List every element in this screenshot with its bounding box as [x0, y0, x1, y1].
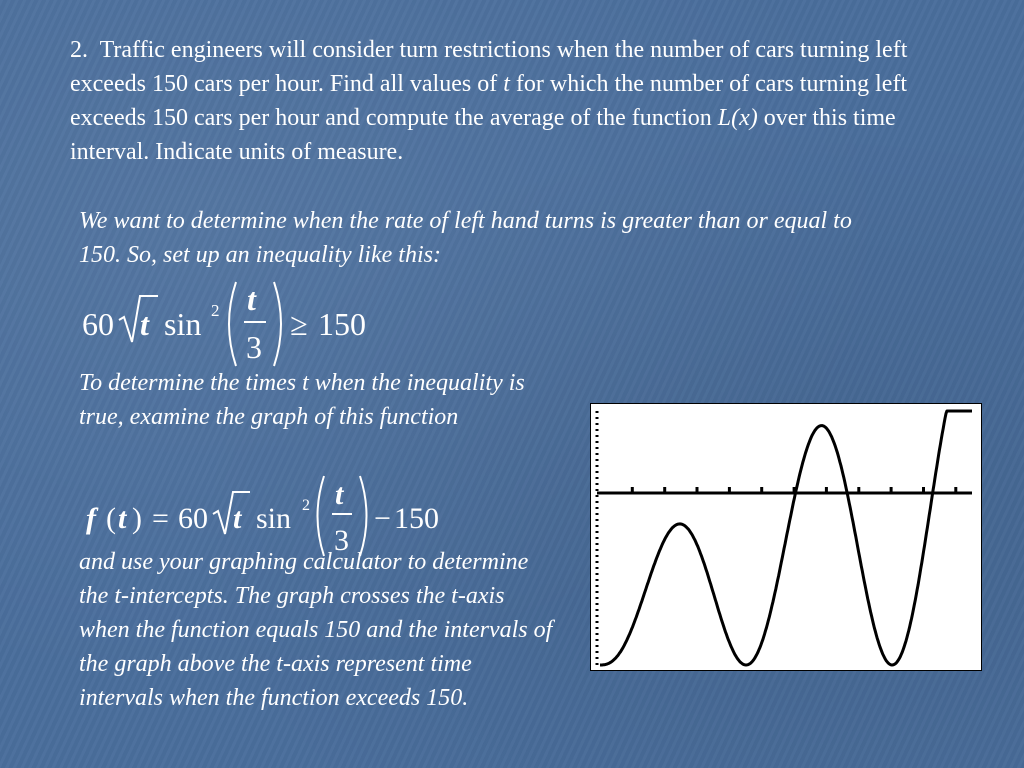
right-paren	[274, 282, 281, 366]
func-close-paren: )	[132, 502, 142, 535]
sqrt-radical	[119, 296, 158, 342]
ineq-variable: t	[140, 306, 149, 342]
func-frac-den: 3	[334, 524, 349, 557]
func-f: f	[86, 502, 96, 535]
func-arg-t: t	[118, 502, 127, 535]
explanation-paragraph-3: and use your graphing calculator to determine the t-intercepts. The graph crosses the t-axis when the function equals 150 and the intervals of the graph above the t-axis represent time intervals when the function exceeds 150.	[79, 549, 553, 711]
func-constant: 150	[394, 502, 439, 535]
problem-statement	[70, 33, 940, 169]
problem-text-3: over this time interval. Indicate units of measure.	[70, 105, 896, 165]
ineq-relation: ≥	[290, 306, 308, 342]
func-equals: =	[152, 502, 169, 535]
explanation-paragraph-2: To determine the times t when the inequality is true, examine the graph of this function	[79, 370, 525, 430]
func-open-paren: (	[106, 502, 116, 535]
func-right-paren	[360, 476, 367, 556]
func-frac-num: t	[335, 478, 344, 511]
func-variable: t	[233, 502, 242, 535]
ineq-power: 2	[211, 301, 220, 320]
inequality-equation	[78, 272, 388, 372]
problem-number: 2.	[70, 37, 88, 63]
ineq-rhs: 150	[318, 306, 366, 342]
ineq-coefficient: 60	[82, 306, 114, 342]
function-name: L(x)	[717, 105, 758, 131]
ineq-frac-den: 3	[246, 329, 262, 365]
func-minus: −	[374, 502, 391, 535]
func-sqrt-radical	[213, 492, 250, 534]
func-left-paren	[318, 476, 325, 556]
problem-text-2: for which the number of cars turning left exceeds 150 cars per hour and compute the average of the function	[70, 71, 908, 131]
ineq-frac-num: t	[247, 281, 256, 317]
left-paren	[229, 282, 236, 366]
func-sin: sin	[256, 502, 292, 535]
func-coefficient: 60	[178, 502, 208, 535]
ineq-sin: sin	[164, 306, 202, 342]
problem-text-1: Traffic engineers will consider turn restrictions when the number of cars turning left exceeds 150 cars per hour. Find all values of	[70, 37, 908, 97]
calculator-graph	[590, 403, 982, 671]
variable-t: t	[503, 71, 510, 97]
explanation-paragraph-1: We want to determine when the rate of left hand turns is greater than or equal to 150. So, set up an inequality like this:	[79, 208, 852, 268]
func-power: 2	[302, 497, 310, 514]
